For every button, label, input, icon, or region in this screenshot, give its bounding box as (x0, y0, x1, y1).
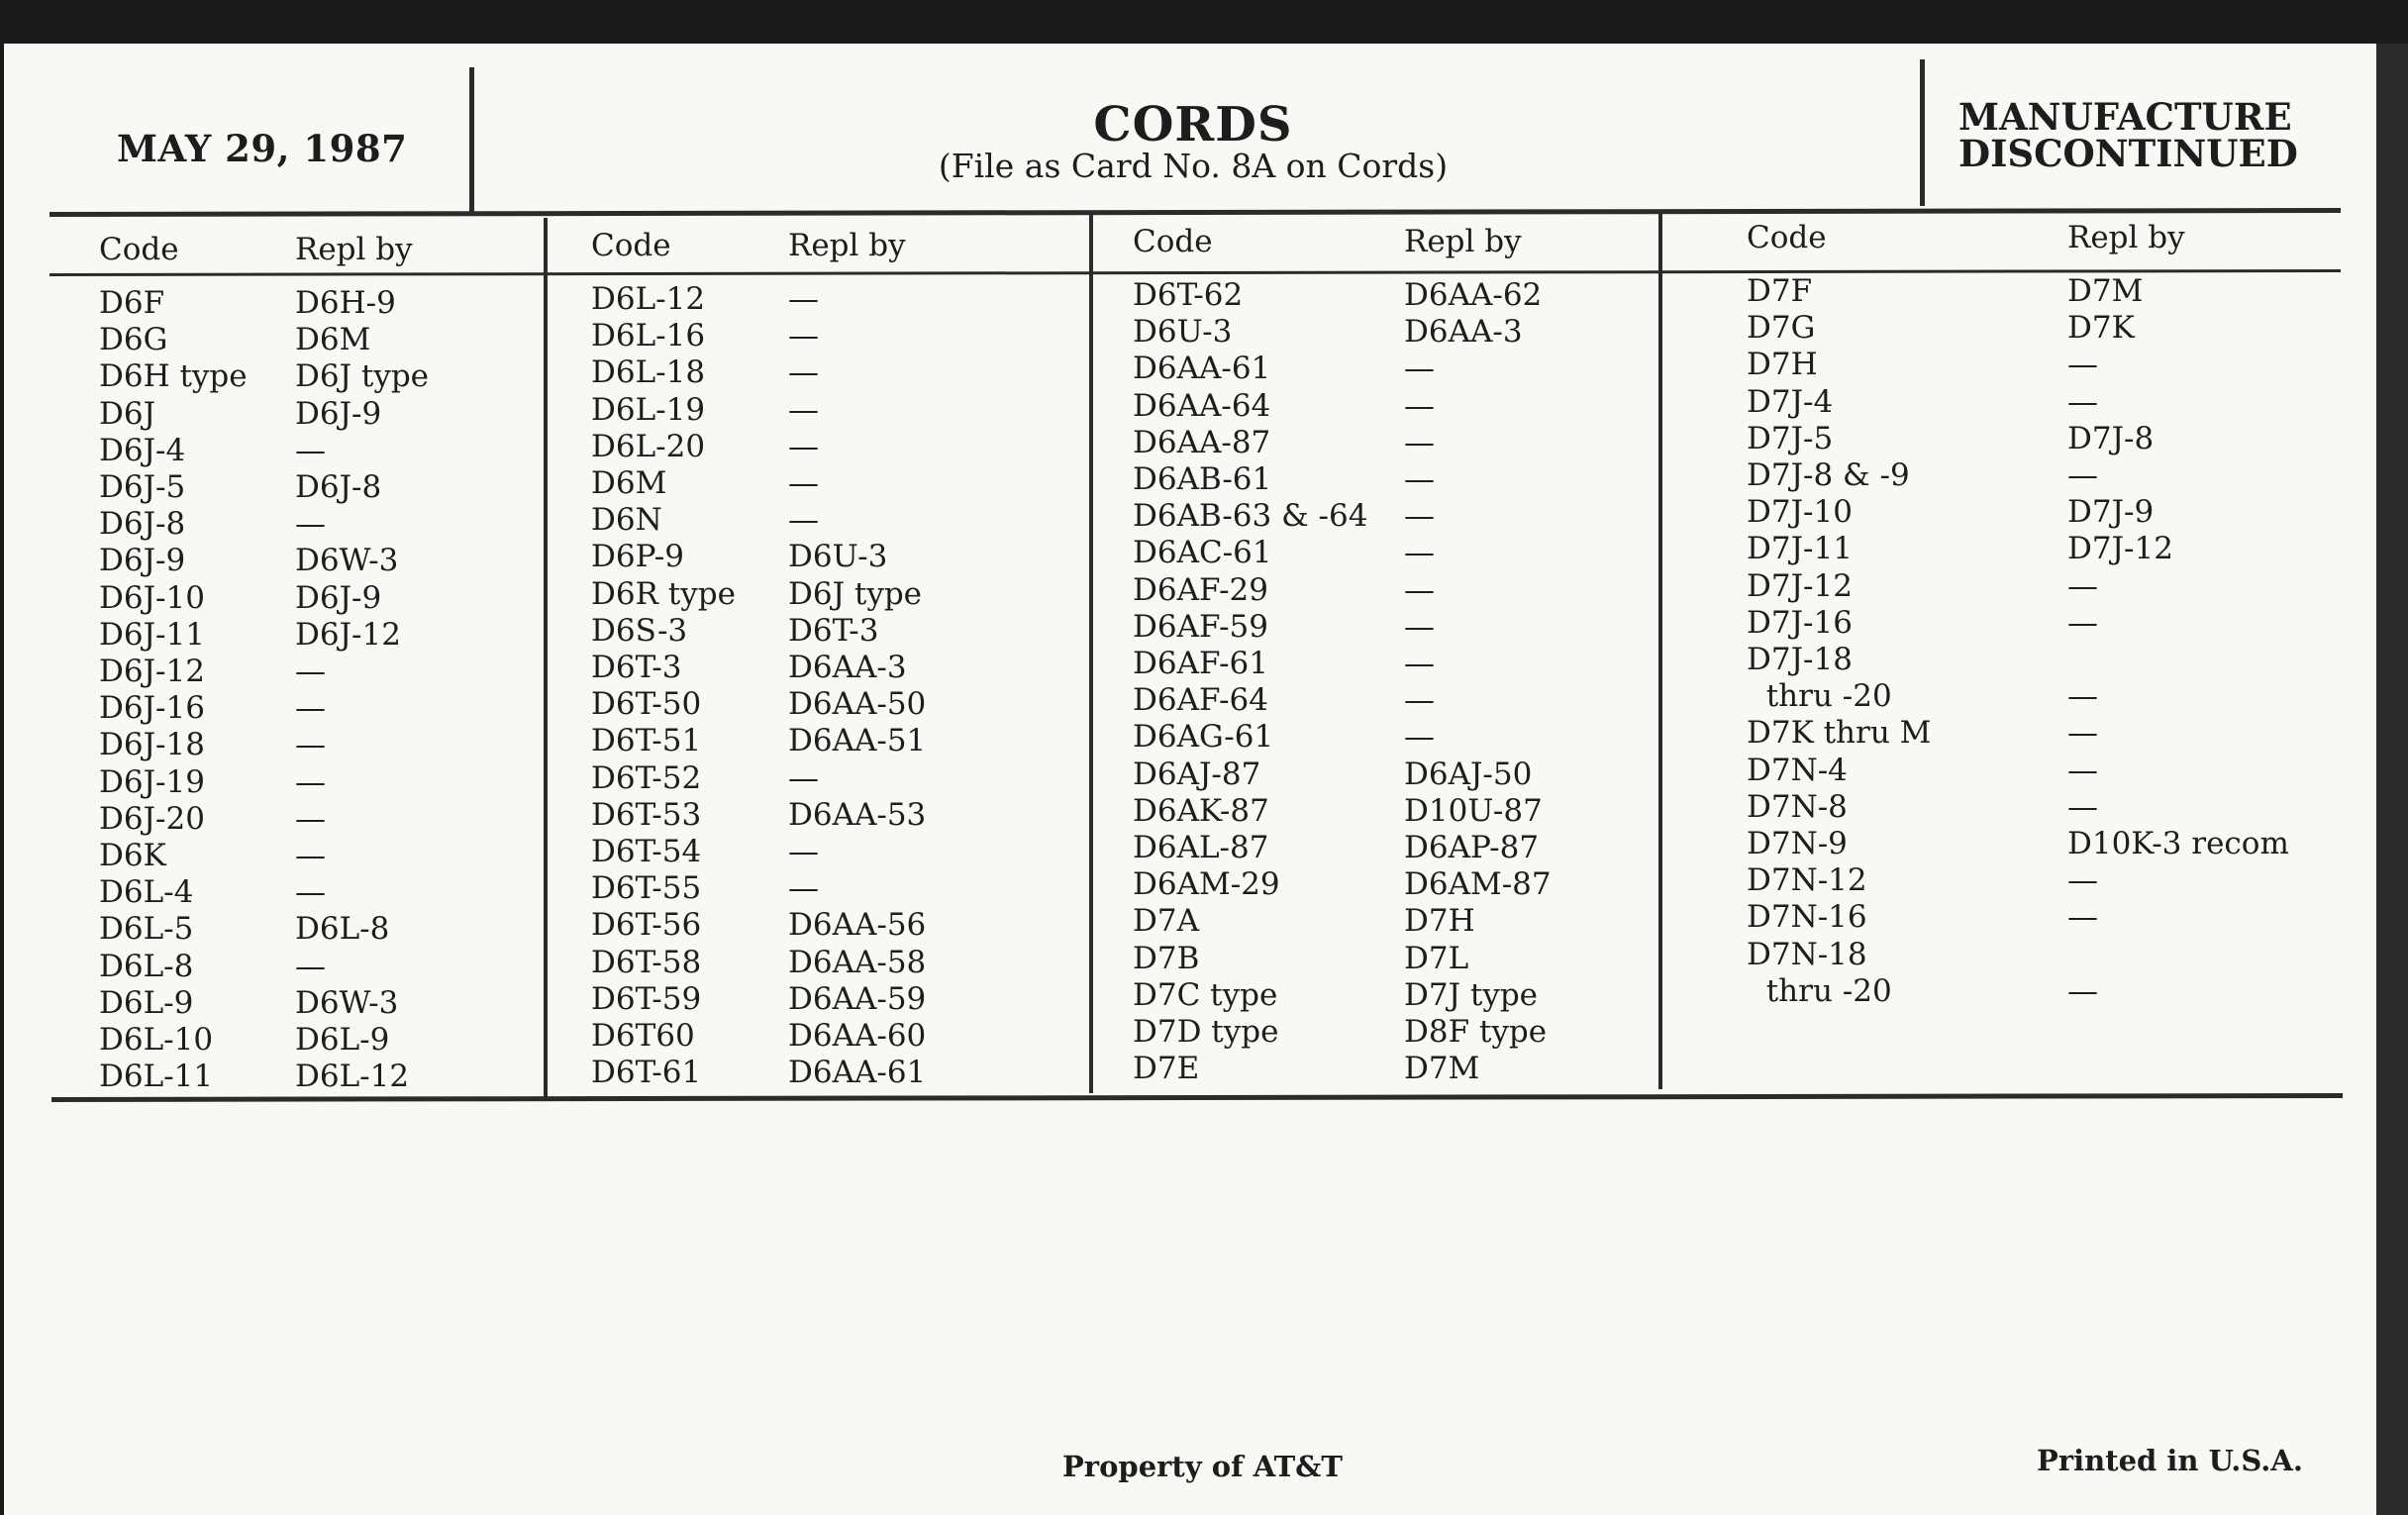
col-header-repl-2: Repl by (788, 228, 906, 263)
replacement-cell: D6W-3 (295, 985, 399, 1021)
replacement-cell: — (295, 506, 326, 542)
code-cell: D7J-8 & -9 (1747, 457, 1910, 493)
code-cell: D6J-18 (99, 727, 205, 762)
replacement-cell: — (295, 874, 326, 910)
status-label (1958, 95, 2315, 175)
code-cell: D6L-16 (591, 318, 706, 354)
replacement-cell: D6L-12 (295, 1059, 410, 1094)
replacement-cell: D8F type (1404, 1014, 1548, 1050)
replacement-cell: — (788, 429, 819, 464)
code-cell: D6H type (99, 358, 248, 394)
replacement-cell: — (295, 764, 326, 800)
replacement-cell: D6AA-53 (788, 797, 927, 833)
code-cell: D6J-8 (99, 506, 186, 542)
code-cell: D6J-4 (99, 433, 186, 468)
code-cell: D6L-10 (99, 1022, 214, 1058)
code-cell: D6S-3 (591, 613, 688, 649)
replacement-cell: D10K-3 recom (2067, 826, 2289, 861)
replacement-cell: D6U-3 (788, 539, 888, 574)
replacement-cell: — (295, 801, 326, 837)
code-cell: D6L-12 (591, 281, 706, 317)
code-cell: D6T-62 (1133, 277, 1244, 313)
code-cell: D6AM-29 (1133, 866, 1280, 902)
code-cell: D6N (591, 502, 662, 538)
code-cell: D7N-9 (1747, 826, 1848, 861)
replacement-cell: — (295, 727, 326, 762)
replacement-cell: — (2067, 715, 2098, 751)
code-cell: D6AJ-87 (1133, 757, 1261, 792)
replacement-cell: — (2067, 457, 2098, 493)
col-header-code-2: Code (591, 228, 671, 263)
code-cell: D6J-10 (99, 580, 205, 616)
code-cell: D6L-8 (99, 949, 194, 984)
replacement-cell: — (1404, 535, 1435, 570)
replacement-cell: — (295, 690, 326, 726)
code-cell: D6T-53 (591, 797, 702, 833)
code-cell: thru -20 (1747, 973, 1892, 1009)
replacement-cell: D6AA-56 (788, 907, 927, 943)
replacement-cell: D6W-3 (295, 543, 399, 578)
replacement-cell: D7J type (1404, 977, 1539, 1013)
code-cell: D6F (99, 285, 165, 321)
replacement-cell: D6AA-50 (788, 686, 927, 722)
replacement-cell: — (1404, 498, 1435, 534)
replacement-cell: D6J-9 (295, 396, 382, 432)
code-cell: D6L-5 (99, 911, 194, 947)
replacement-cell: D6AA-61 (788, 1055, 927, 1090)
code-cell: D6J-11 (99, 617, 205, 653)
status-line-1: MANUFACTURE (1958, 95, 2292, 139)
replacement-cell: — (788, 834, 819, 869)
code-cell: D6R type (591, 576, 736, 612)
replacement-cell: D6AA-62 (1404, 277, 1543, 313)
replacement-cell: D7K (2067, 310, 2135, 346)
code-cell: D6T-56 (591, 907, 702, 943)
code-cell: D7N-12 (1747, 862, 1867, 898)
replacement-cell: D6AA-58 (788, 945, 927, 980)
code-cell: D7C type (1133, 977, 1278, 1013)
replacement-cell: D7J-12 (2067, 531, 2173, 566)
replacement-cell: — (295, 838, 326, 873)
code-cell: D6G (99, 322, 168, 357)
replacement-cell: D6AA-60 (788, 1018, 927, 1054)
code-cell: D6AF-29 (1133, 572, 1269, 608)
code-cell: D6AG-61 (1133, 719, 1274, 755)
replacement-cell: — (2067, 347, 2098, 382)
code-cell: D6J-20 (99, 801, 205, 837)
code-cell: D6U-3 (1133, 314, 1233, 350)
code-cell: D6AL-87 (1133, 830, 1269, 865)
replacement-cell: — (788, 392, 819, 428)
code-cell: D6M (591, 465, 667, 501)
replacement-cell: — (2067, 862, 2098, 898)
card-title: CORDS (1093, 97, 1293, 152)
header-divider-left (469, 67, 474, 214)
col-header-repl-1: Repl by (295, 232, 413, 267)
replacement-cell: — (1404, 572, 1435, 608)
code-cell: D6L-9 (99, 985, 194, 1021)
replacement-cell: — (2067, 384, 2098, 420)
col-header-repl-4: Repl by (2067, 220, 2185, 255)
code-cell: D6L-20 (591, 429, 706, 464)
replacement-cell: D7M (1404, 1051, 1480, 1086)
replacement-cell: D6AM-87 (1404, 866, 1552, 902)
code-cell: D7J-18 (1747, 642, 1853, 677)
code-cell: D6AA-64 (1133, 388, 1271, 424)
code-cell: D6AB-61 (1133, 461, 1272, 497)
replacement-cell: — (2067, 973, 2098, 1009)
replacement-cell: — (1404, 719, 1435, 755)
code-cell: D7J-10 (1747, 494, 1853, 530)
replacement-cell: — (2067, 753, 2098, 788)
code-cell: D6J-5 (99, 469, 186, 505)
code-cell: D6AF-64 (1133, 682, 1269, 718)
section-divider-1 (544, 218, 548, 1097)
code-cell: D6L-19 (591, 392, 706, 428)
replacement-cell: D6L-8 (295, 911, 390, 947)
col-header-repl-3: Repl by (1404, 224, 1522, 259)
replacement-cell: — (788, 281, 819, 317)
replacement-cell: — (1404, 646, 1435, 681)
replacement-cell: D6J-12 (295, 617, 401, 653)
replacement-cell: D6J type (788, 576, 923, 612)
code-cell: D7N-4 (1747, 753, 1848, 788)
replacement-cell: D7H (1404, 903, 1475, 939)
code-cell: D6L-18 (591, 354, 706, 390)
replacement-cell: D6M (295, 322, 371, 357)
replacement-cell: — (1404, 388, 1435, 424)
code-cell: D6L-11 (99, 1059, 214, 1094)
code-cell: D7J-16 (1747, 605, 1853, 641)
replacement-cell: D6H-9 (295, 285, 396, 321)
replacement-cell: — (2067, 568, 2098, 604)
code-cell: D7D type (1133, 1014, 1279, 1050)
code-cell: D7J-4 (1747, 384, 1834, 420)
replacement-cell: D6AA-51 (788, 723, 927, 758)
replacement-cell: — (788, 318, 819, 354)
replacement-cell: — (788, 870, 819, 906)
code-cell: D6T-58 (591, 945, 702, 980)
replacement-cell: — (788, 465, 819, 501)
code-cell: D6T60 (591, 1018, 695, 1054)
code-cell: D6T-59 (591, 981, 702, 1017)
code-cell: D6P-9 (591, 539, 684, 574)
code-cell: D7N-18 (1747, 937, 1867, 972)
code-cell: D6T-52 (591, 760, 702, 796)
replacement-cell: — (788, 760, 819, 796)
code-cell: thru -20 (1747, 678, 1892, 714)
code-cell: D6J-19 (99, 764, 205, 800)
code-cell: D7A (1133, 903, 1199, 939)
replacement-cell: D6AA-3 (1404, 314, 1523, 350)
code-cell: D6T-51 (591, 723, 702, 758)
footer-printed: Printed in U.S.A. (2037, 1444, 2303, 1477)
replacement-cell: D6AA-3 (788, 650, 907, 685)
code-cell: D7E (1133, 1051, 1200, 1086)
code-cell: D6J-16 (99, 690, 205, 726)
col-header-code-1: Code (99, 232, 179, 267)
replacement-cell: — (2067, 789, 2098, 825)
replacement-cell: — (295, 433, 326, 468)
footer-property: Property of AT&T (1062, 1450, 1343, 1483)
code-cell: D7J-12 (1747, 568, 1853, 604)
header-divider-right (1920, 59, 1925, 206)
code-cell: D6J-9 (99, 543, 186, 578)
col-header-code-4: Code (1747, 220, 1827, 255)
code-cell: D7N-8 (1747, 789, 1848, 825)
code-cell: D6T-61 (591, 1055, 702, 1090)
code-cell: D6T-3 (591, 650, 682, 685)
replacement-cell: D10U-87 (1404, 793, 1543, 829)
code-cell: D7B (1133, 941, 1200, 976)
code-cell: D6AF-61 (1133, 646, 1269, 681)
replacement-cell: D6AA-59 (788, 981, 927, 1017)
code-cell: D7N-16 (1747, 899, 1867, 935)
code-cell: D6AF-59 (1133, 609, 1269, 645)
replacement-cell: D6J-9 (295, 580, 382, 616)
replacement-cell: — (295, 654, 326, 689)
replacement-cell: — (1404, 425, 1435, 460)
code-cell: D6K (99, 838, 166, 873)
section-divider-3 (1658, 210, 1662, 1089)
replacement-cell: D6T-3 (788, 613, 879, 649)
code-cell: D6J-12 (99, 654, 205, 689)
replacement-cell: — (1404, 609, 1435, 645)
code-cell: D6AK-87 (1133, 793, 1269, 829)
code-cell: D6AB-63 & -64 (1133, 498, 1368, 534)
status-line-2: DISCONTINUED (1958, 132, 2298, 175)
code-cell: D7H (1747, 347, 1818, 382)
code-cell: D6AA-87 (1133, 425, 1271, 460)
replacement-cell: — (788, 502, 819, 538)
replacement-cell: — (1404, 351, 1435, 386)
code-cell: D6T-50 (591, 686, 702, 722)
code-cell: D7G (1747, 310, 1816, 346)
code-cell: D7J-5 (1747, 421, 1834, 456)
replacement-cell: D6AJ-50 (1404, 757, 1533, 792)
replacement-cell: D6J-8 (295, 469, 382, 505)
col-header-code-3: Code (1133, 224, 1213, 259)
code-cell: D6T-55 (591, 870, 702, 906)
replacement-cell: D7J-8 (2067, 421, 2155, 456)
code-cell: D6L-4 (99, 874, 194, 910)
replacement-cell: — (788, 354, 819, 390)
replacement-cell: D7J-9 (2067, 494, 2155, 530)
card-date: MAY 29, 1987 (117, 127, 408, 170)
code-cell: D7K thru M (1747, 715, 1932, 751)
replacement-cell: — (2067, 605, 2098, 641)
replacement-cell: — (1404, 682, 1435, 718)
replacement-cell: — (2067, 678, 2098, 714)
replacement-cell: D7L (1404, 941, 1469, 976)
code-cell: D7J-11 (1747, 531, 1853, 566)
replacement-cell: — (2067, 899, 2098, 935)
code-cell: D6AC-61 (1133, 535, 1272, 570)
code-cell: D6T-54 (591, 834, 702, 869)
replacement-cell: D7M (2067, 273, 2144, 309)
replacement-cell: D6J type (295, 358, 430, 394)
replacement-cell: D6AP-87 (1404, 830, 1540, 865)
replacement-cell: D6L-9 (295, 1022, 390, 1058)
section-divider-2 (1089, 214, 1093, 1093)
replacement-cell: — (295, 949, 326, 984)
card-subtitle: (File as Card No. 8A on Cords) (938, 147, 1449, 185)
code-cell: D7F (1747, 273, 1813, 309)
code-cell: D6J (99, 396, 156, 432)
replacement-cell: — (1404, 461, 1435, 497)
code-cell: D6AA-61 (1133, 351, 1271, 386)
card-edge-shadow (2376, 44, 2408, 1515)
